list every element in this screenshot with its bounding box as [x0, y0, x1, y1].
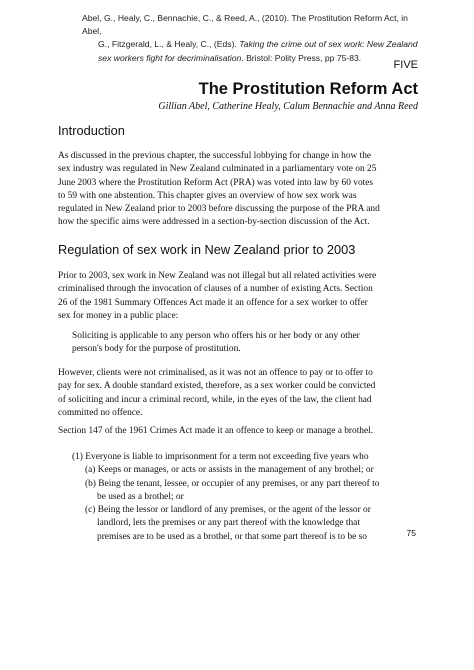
text-line: Soliciting is applicable to any person who offers his or her body or any other [72, 331, 360, 341]
paragraph-regulation [58, 270, 423, 323]
list-item: (1) Everyone is liable to imprisonment for a term not exceeding five years who [72, 452, 369, 462]
list-item: (a) Keeps or manages, or acts or assists in the management of any brothel; or [85, 465, 374, 476]
block-quote [72, 330, 417, 357]
page-number: 75 [406, 528, 416, 538]
text-line: As discussed in the previous chapter, the successful lobbying for change in how the [58, 151, 372, 161]
text-line: regulated in New Zealand prior to 2003 before discussing the purpose of the PRA and [58, 204, 380, 215]
list-item-continuation: premises are to be used as a brothel, or that some part thereof is to be so [97, 531, 367, 542]
chapter-title: The Prostitution Reform Act [198, 80, 418, 98]
chapter-authors: Gillian Abel, Catherine Healy, Calum Bennachie and Anna Reed [158, 101, 418, 112]
citation-publisher: . Bristol: Polity Press, pp 75-83. [241, 52, 362, 63]
list-item-continuation: landlord, lets the premises or any part thereof with the knowledge that [97, 518, 360, 529]
statute-list [72, 451, 422, 544]
citation-book-title-cont: sex workers fight for decriminalisation [98, 52, 242, 63]
paragraph-introduction [58, 150, 423, 230]
text-line: However, clients were not criminalised, as it was not an offence to pay or to offer to [58, 368, 373, 378]
list-item-continuation: be used as a brothel; or [97, 491, 184, 502]
paragraph-crimes-act: Section 147 of the 1961 Crimes Act made it an offence to keep or manage a brothel. [58, 426, 374, 436]
text-line: sex for money in a public place: [58, 310, 179, 321]
text-line: Prior to 2003, sex work in New Zealand was not illegal but all related activities were [58, 271, 377, 281]
citation-book-title: Taking the crime out of sex work: New Zealand [239, 39, 418, 50]
text-line: sex industry was regulated in New Zealand culminated in a parliamentary vote on 25 [58, 164, 377, 175]
text-line: 26 of the 1981 Summary Offences Act made it an offence for a sex worker to offer [58, 297, 368, 308]
list-item: (c) Being the lessor or landlord of any premises, or the agent of the lessor or [85, 505, 371, 516]
text-line: how the specific aims were addressed in a section-by-section discussion of the Act. [58, 217, 370, 228]
citation-line-1: Abel, G., Healy, C., Bennachie, C., & Reed, A., (2010). The Prostitution Reform Act, in Abel, [82, 13, 408, 37]
text-line: person's body for the purpose of prostitution. [72, 344, 241, 355]
text-line: pay for sex. A double standard existed, therefore, as a sex worker could be convicted [58, 381, 376, 392]
text-line: June 2003 where the Prostitution Reform Act (PRA) was voted into law by 60 votes [58, 177, 374, 188]
citation-editors: G., Fitzgerald, L., & Healy, C., (Eds). [98, 39, 237, 50]
citation-line-3 [82, 52, 427, 65]
text-line: to 59 with one abstention. This chapter gives an overview of how sex work was [58, 190, 357, 201]
heading-regulation: Regulation of sex work in New Zealand prior to 2003 [58, 242, 356, 257]
chapter-number: FIVE [393, 59, 418, 71]
text-line: criminalised through the invocation of clauses of a number of existing Acts. Section [58, 284, 373, 295]
text-line: committed no offence. [58, 407, 143, 418]
citation-block [82, 12, 427, 65]
list-item: (b) Being the tenant, lessee, or occupier of any premises, or any part thereof to [85, 478, 380, 489]
heading-introduction: Introduction [58, 123, 125, 138]
text-line: of soliciting and incur a criminal record, while, in the eyes of the law, the client had [58, 394, 372, 405]
paragraph-clients [58, 367, 423, 420]
citation-line-2 [82, 38, 427, 51]
